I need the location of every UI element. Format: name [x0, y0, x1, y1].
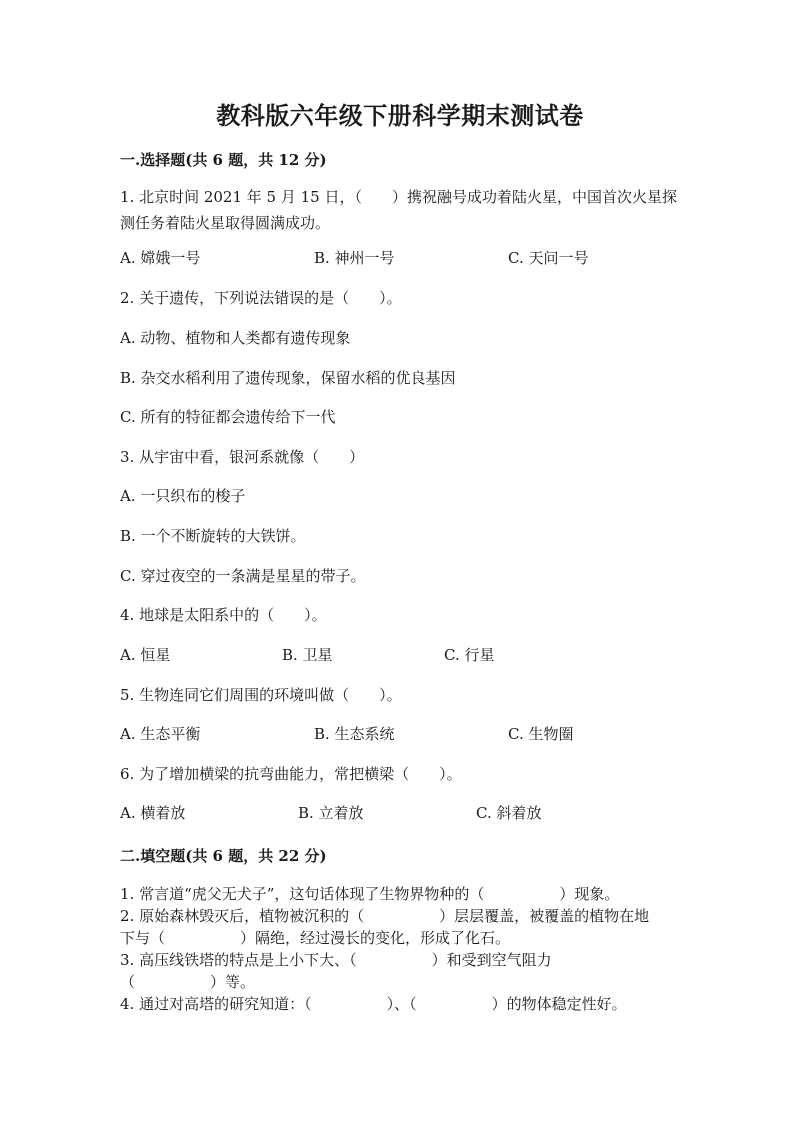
question-stem: 1. 北京时间 2021 年 5 月 15 日，（ ）携祝融号成功着陆火星，中国首次火星探测任务着陆火星取得圆满成功。: [120, 188, 677, 232]
fill-question-line: （ ）等。: [120, 973, 256, 991]
option-text: C. 行星: [444, 646, 495, 664]
option-text: C. 所有的特征都会遗传给下一代: [120, 408, 336, 426]
option-text: C. 生物圈: [508, 725, 574, 743]
option-text: A. 一只织布的梭子: [120, 487, 246, 505]
option-text: B. 一个不断旋转的大铁饼。: [120, 527, 306, 545]
fill-question-line: 下与（ ）隔绝，经过漫长的变化，形成了化石。: [120, 929, 511, 947]
option-text: B. 生态系统: [314, 725, 395, 743]
option-text: C. 天问一号: [508, 249, 589, 267]
option-text: C. 穿过夜空的一条满是星星的带子。: [120, 567, 366, 585]
question-stem: 5. 生物连同它们周围的环境叫做（ ）。: [120, 686, 402, 704]
exam-title: 教科版六年级下册科学期末测试卷: [216, 101, 584, 130]
option-text: A. 恒星: [120, 646, 171, 664]
fill-question-line: 1. 常言道“虎父无犬子”，这句话体现了生物界物种的（ ）现象。: [120, 885, 620, 903]
question-stem: 6. 为了增加横梁的抗弯曲能力，常把横梁（ ）。: [120, 765, 462, 783]
option-text: A. 嫦娥一号: [120, 249, 201, 267]
question-stem: 2. 关于遗传，下列说法错误的是（ ）。: [120, 289, 402, 307]
fill-question-line: 4. 通过对高塔的研究知道：（ ）、（ ）的物体稳定性好。: [120, 995, 627, 1013]
option-text: B. 杂交水稻利用了遗传现象，保留水稻的优良基因: [120, 369, 456, 387]
fill-question-line: 2. 原始森林毁灭后，植物被沉积的（ ）层层覆盖，被覆盖的植物在地: [120, 907, 650, 925]
section-heading-fill: 二.填空题(共 6 题，共 22 分): [120, 847, 327, 865]
fill-question-line: 3. 高压线铁塔的特点是上小下大、（ ）和受到空气阻力: [120, 951, 552, 969]
section-heading-choice: 一.选择题(共 6 题，共 12 分): [120, 151, 327, 169]
option-text: A. 动物、植物和人类都有遗传现象: [120, 329, 351, 347]
option-text: C. 斜着放: [476, 804, 542, 822]
question-stem: 3. 从宇宙中看，银河系就像（ ）: [120, 448, 365, 466]
option-text: B. 神州一号: [314, 249, 395, 267]
option-text: B. 卫星: [282, 646, 333, 664]
option-text: B. 立着放: [298, 804, 364, 822]
option-text: A. 横着放: [120, 804, 186, 822]
question-stem: 4. 地球是太阳系中的（ ）。: [120, 606, 327, 624]
option-text: A. 生态平衡: [120, 725, 201, 743]
